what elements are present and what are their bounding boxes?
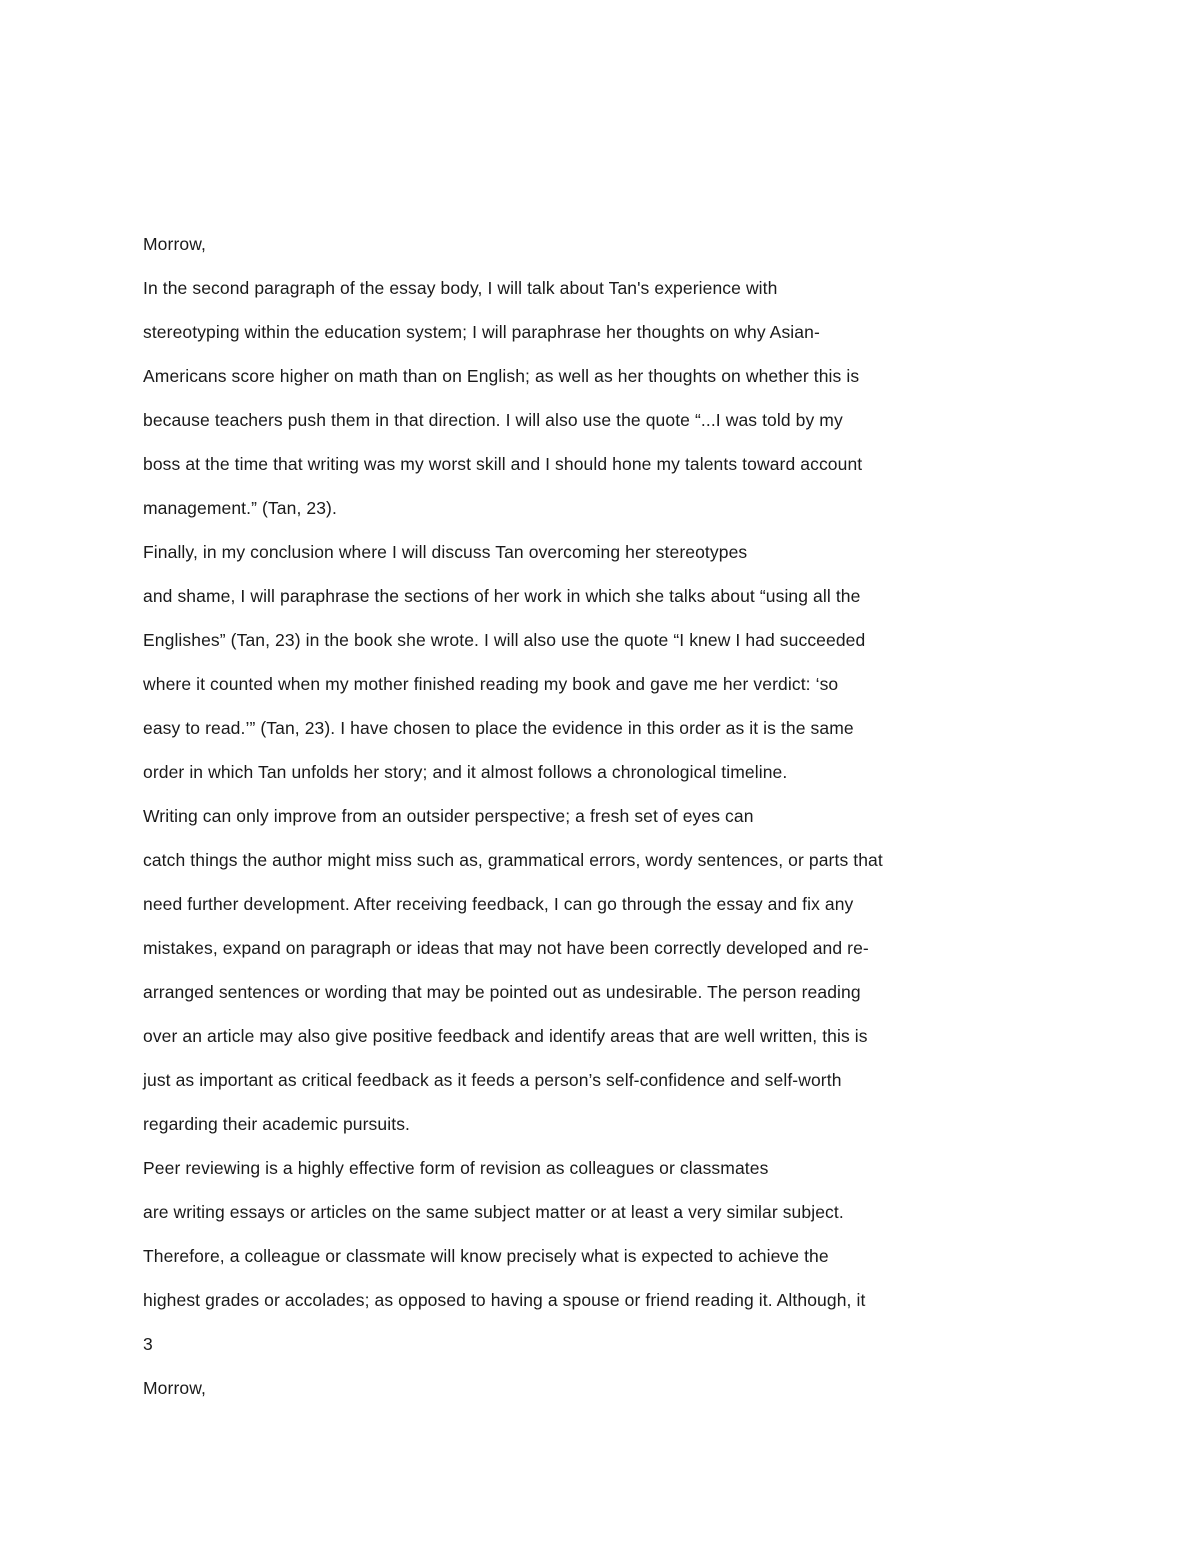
text-line: and shame, I will paraphrase the sections of her work in which she talks about “using all the [143, 586, 861, 606]
text-line: Therefore, a colleague or classmate will know precisely what is expected to achieve the [143, 1246, 829, 1266]
text-line: arranged sentences or wording that may be pointed out as undesirable. The person reading [143, 982, 861, 1002]
text-line: Writing can only improve from an outsider perspective; a fresh set of eyes can [143, 806, 754, 826]
running-header: Morrow, [143, 234, 206, 254]
text-line: Englishes” (Tan, 23) in the book she wrote. I will also use the quote “I knew I had succeeded [143, 630, 866, 650]
text-line: In the second paragraph of the essay body, I will talk about Tan's experience with [143, 278, 778, 298]
text-line: where it counted when my mother finished reading my book and gave me her verdict: ‘so [143, 674, 839, 694]
text-line: easy to read.’” (Tan, 23). I have chosen to place the evidence in this order as it is the same [143, 718, 854, 738]
page-number: 3 [143, 1334, 153, 1354]
text-line: Americans score higher on math than on English; as well as her thoughts on whether this is [143, 366, 860, 386]
text-line: order in which Tan unfolds her story; and it almost follows a chronological timeline. [143, 762, 788, 782]
text-line: just as important as critical feedback as it feeds a person’s self-confidence and self-worth [143, 1070, 842, 1090]
text-line: are writing essays or articles on the same subject matter or at least a very similar subject. [143, 1202, 844, 1222]
running-header: Morrow, [143, 1378, 206, 1398]
text-line: need further development. After receiving feedback, I can go through the essay and fix any [143, 894, 854, 914]
text-line: catch things the author might miss such as, grammatical errors, wordy sentences, or parts that [143, 850, 883, 870]
text-line: management.” (Tan, 23). [143, 498, 337, 518]
text-line: highest grades or accolades; as opposed to having a spouse or friend reading it. Although, it [143, 1290, 866, 1310]
text-line: boss at the time that writing was my worst skill and I should hone my talents toward account [143, 454, 863, 474]
text-line: Peer reviewing is a highly effective form of revision as colleagues or classmates [143, 1158, 769, 1178]
text-line: mistakes, expand on paragraph or ideas that may not have been correctly developed and re- [143, 938, 869, 958]
text-line: regarding their academic pursuits. [143, 1114, 411, 1134]
text-line: over an article may also give positive feedback and identify areas that are well written, this is [143, 1026, 868, 1046]
text-line: Finally, in my conclusion where I will discuss Tan overcoming her stereotypes [143, 542, 748, 562]
text-line: because teachers push them in that direction. I will also use the quote “...I was told by my [143, 410, 843, 430]
text-line: stereotyping within the education system; I will paraphrase her thoughts on why Asian- [143, 322, 820, 342]
